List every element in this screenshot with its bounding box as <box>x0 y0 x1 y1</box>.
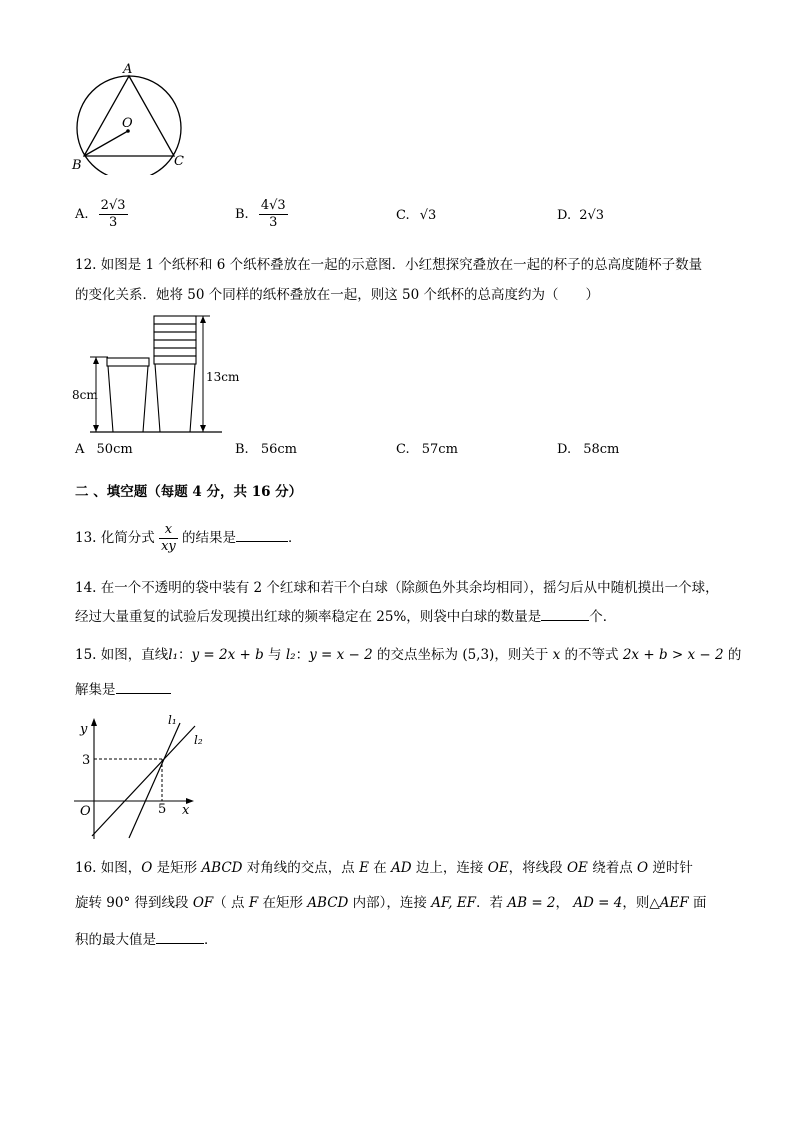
q16-t8: 逆时针 <box>648 860 693 876</box>
q12-cups-figure <box>70 310 250 440</box>
x-axis-label: x <box>182 803 190 818</box>
q16-f: F <box>248 895 259 911</box>
q15-eq1: y = 2x + b <box>191 647 264 663</box>
q15-colon2: ： <box>295 647 310 663</box>
stack-rim-4 <box>154 340 196 348</box>
option-value: 57cm <box>421 442 458 457</box>
q15-eq2: y = x − 2 <box>309 647 373 663</box>
denominator: 3 <box>108 215 118 230</box>
right-dimension-label: 13cm <box>206 370 240 384</box>
q16-u4: 内部），连接 <box>348 895 432 911</box>
q16-e: E <box>359 860 369 876</box>
q13-end: ． <box>288 530 302 546</box>
origin-label: O <box>80 804 91 819</box>
left-arrow-bottom <box>93 425 99 432</box>
q16-oe: OE <box>487 860 509 876</box>
section-2-title: 二 、填空题（每题 4 分，共 16 分） <box>75 484 303 500</box>
q12-line-2: 的变化关系．她将 50 个同样的纸杯叠放在一起，则这 50 个纸杯的总高度约为（ ） <box>75 287 600 303</box>
option-letter: D. <box>557 442 572 457</box>
q16-ad: AD <box>391 860 412 876</box>
q15-l1: l₁ <box>168 647 178 663</box>
q16-u6: ， <box>555 895 574 911</box>
numerator: x <box>159 522 178 539</box>
q16-t1: 16. 如图， <box>75 860 142 876</box>
denominator: 3 <box>269 215 278 230</box>
stack-rim-1 <box>154 316 196 324</box>
q14-line-2-text: 经过大量重复的试验后发现摸出红球的频率稳定在 25%，则袋中白球的数量是 <box>75 609 542 625</box>
q11-option-c[interactable] <box>396 208 436 223</box>
option-letter: B. <box>235 442 249 457</box>
l1-label: l₁ <box>168 713 177 727</box>
q16-t3: 对角线的交点，点 <box>242 860 360 876</box>
tick-label-5: 5 <box>158 802 167 817</box>
q11-option-a[interactable] <box>75 198 128 231</box>
q15-p1: 15. 如图，直线 <box>75 647 169 663</box>
q15-p3: ，则关于 <box>494 647 553 663</box>
q16-t6: ，将线段 <box>508 860 567 876</box>
q13-answer-blank[interactable] <box>236 541 288 542</box>
l2-label: l₂ <box>194 733 203 747</box>
q15-p2: 的交点坐标为 <box>372 647 463 663</box>
q14-answer-blank[interactable] <box>541 620 589 621</box>
option-letter: A. <box>75 207 89 222</box>
stack-body <box>155 364 195 432</box>
q13-prefix: 13. 化简分式 <box>75 530 155 546</box>
q14-line-2-end: 个． <box>589 609 617 625</box>
stack-rim-3 <box>154 332 196 340</box>
option-letter: C. <box>396 208 410 223</box>
option-letter: B. <box>235 207 249 222</box>
q16-end: ． <box>204 932 218 948</box>
left-arrow-top <box>93 357 99 364</box>
q14-line-1: 14. 在一个不透明的袋中装有 2 个红球和若干个白球（除颜色外其余均相同），摇匀后从中随机摸出一个球， <box>75 580 719 596</box>
q12-option-b[interactable] <box>235 442 297 457</box>
q13-suffix: 的结果是 <box>182 530 237 546</box>
y-axis-label: y <box>80 722 88 737</box>
q16-o2: O <box>637 860 649 876</box>
q16-line-3-text: 积的最大值是 <box>75 932 156 948</box>
q16-u7: ，则△ <box>622 895 660 911</box>
q13-fraction <box>159 522 178 555</box>
q12-option-d[interactable] <box>557 442 619 457</box>
y-axis-arrow <box>91 718 97 726</box>
q16-o: O <box>141 860 153 876</box>
q15-line-2-text: 解集是 <box>75 682 116 698</box>
q12-line-1: 12. 如图是 1 个纸杯和 6 个纸杯叠放在一起的示意图．小红想探究叠放在一起的杯子的总高度随杯子数量 <box>75 257 703 273</box>
q16-ab: AB = 2 <box>507 895 556 911</box>
label-a: A <box>123 62 133 77</box>
fraction <box>99 198 128 231</box>
q16-u2: （ 点 <box>213 895 249 911</box>
q12-option-c[interactable] <box>396 442 458 457</box>
single-cup-body <box>108 366 148 432</box>
option-letter: A <box>75 442 85 457</box>
q11-option-d[interactable] <box>557 208 604 223</box>
q15-var: x <box>552 647 561 663</box>
q16-line-1 <box>75 858 693 878</box>
stack-rim-6 <box>154 356 196 364</box>
q11-circle-figure <box>70 60 200 175</box>
q15-graph-figure <box>70 712 220 842</box>
stack-rim-2 <box>154 324 196 332</box>
q15-answer-blank[interactable] <box>116 693 171 694</box>
left-dimension-label: 8cm <box>72 388 98 402</box>
q13-line <box>75 522 302 555</box>
q16-t4: 在 <box>368 860 392 876</box>
line-l1 <box>129 723 180 838</box>
option-value: 58cm <box>583 442 620 457</box>
right-arrow-bottom <box>200 425 206 432</box>
fraction <box>259 198 288 231</box>
q16-oe2: OE <box>566 860 588 876</box>
q16-t7: 绕着点 <box>587 860 637 876</box>
right-arrow-top <box>200 316 206 323</box>
q16-afef: AF, EF <box>431 895 477 911</box>
q16-u3: 在矩形 <box>258 895 308 911</box>
q16-abcd2: ABCD <box>307 895 349 911</box>
q15-mid: 与 <box>263 647 286 663</box>
numerator: 2√3 <box>100 198 126 213</box>
q15-line-2 <box>75 680 171 700</box>
q16-answer-blank[interactable] <box>156 943 204 944</box>
stack-rim-5 <box>154 348 196 356</box>
option-letter: D. <box>557 208 572 223</box>
label-o: O <box>122 116 133 131</box>
q16-u1: 旋转 90° 得到线段 <box>75 895 193 911</box>
option-letter: C. <box>396 442 410 457</box>
q16-ad2: AD = 4 <box>573 895 623 911</box>
q12-option-a[interactable] <box>75 442 133 457</box>
denominator: xy <box>161 539 176 554</box>
q16-u5: ．若 <box>476 895 508 911</box>
label-c: C <box>174 154 184 169</box>
single-cup-rim <box>107 358 149 366</box>
q14-line-2 <box>75 607 616 627</box>
q11-option-b[interactable] <box>235 198 288 231</box>
line-l2 <box>92 726 195 836</box>
q15-point: (5,3) <box>462 647 495 663</box>
q16-t5: 边上，连接 <box>411 860 488 876</box>
label-b: B <box>72 158 82 173</box>
q15-ineq: 2x + b > x − 2 <box>622 647 724 663</box>
q16-aef: AEF <box>659 895 689 911</box>
q16-abcd: ABCD <box>201 860 243 876</box>
q15-l2: l₂ <box>285 647 296 663</box>
option-value: √3 <box>419 208 437 223</box>
q16-line-3 <box>75 930 218 950</box>
q15-p5: 的 <box>723 647 742 663</box>
tick-label-3: 3 <box>82 753 91 768</box>
q15-line-1 <box>75 645 741 665</box>
q16-t2: 是矩形 <box>152 860 202 876</box>
numerator: 4√3 <box>260 198 286 213</box>
option-value: 50cm <box>96 442 133 457</box>
q16-line-2 <box>75 893 707 913</box>
q16-u8: 面 <box>688 895 707 911</box>
q16-of: OF <box>192 895 214 911</box>
q15-colon1: ： <box>178 647 192 663</box>
option-value: 56cm <box>260 442 297 457</box>
option-value: 2√3 <box>579 208 605 223</box>
q15-p4: 的不等式 <box>560 647 623 663</box>
